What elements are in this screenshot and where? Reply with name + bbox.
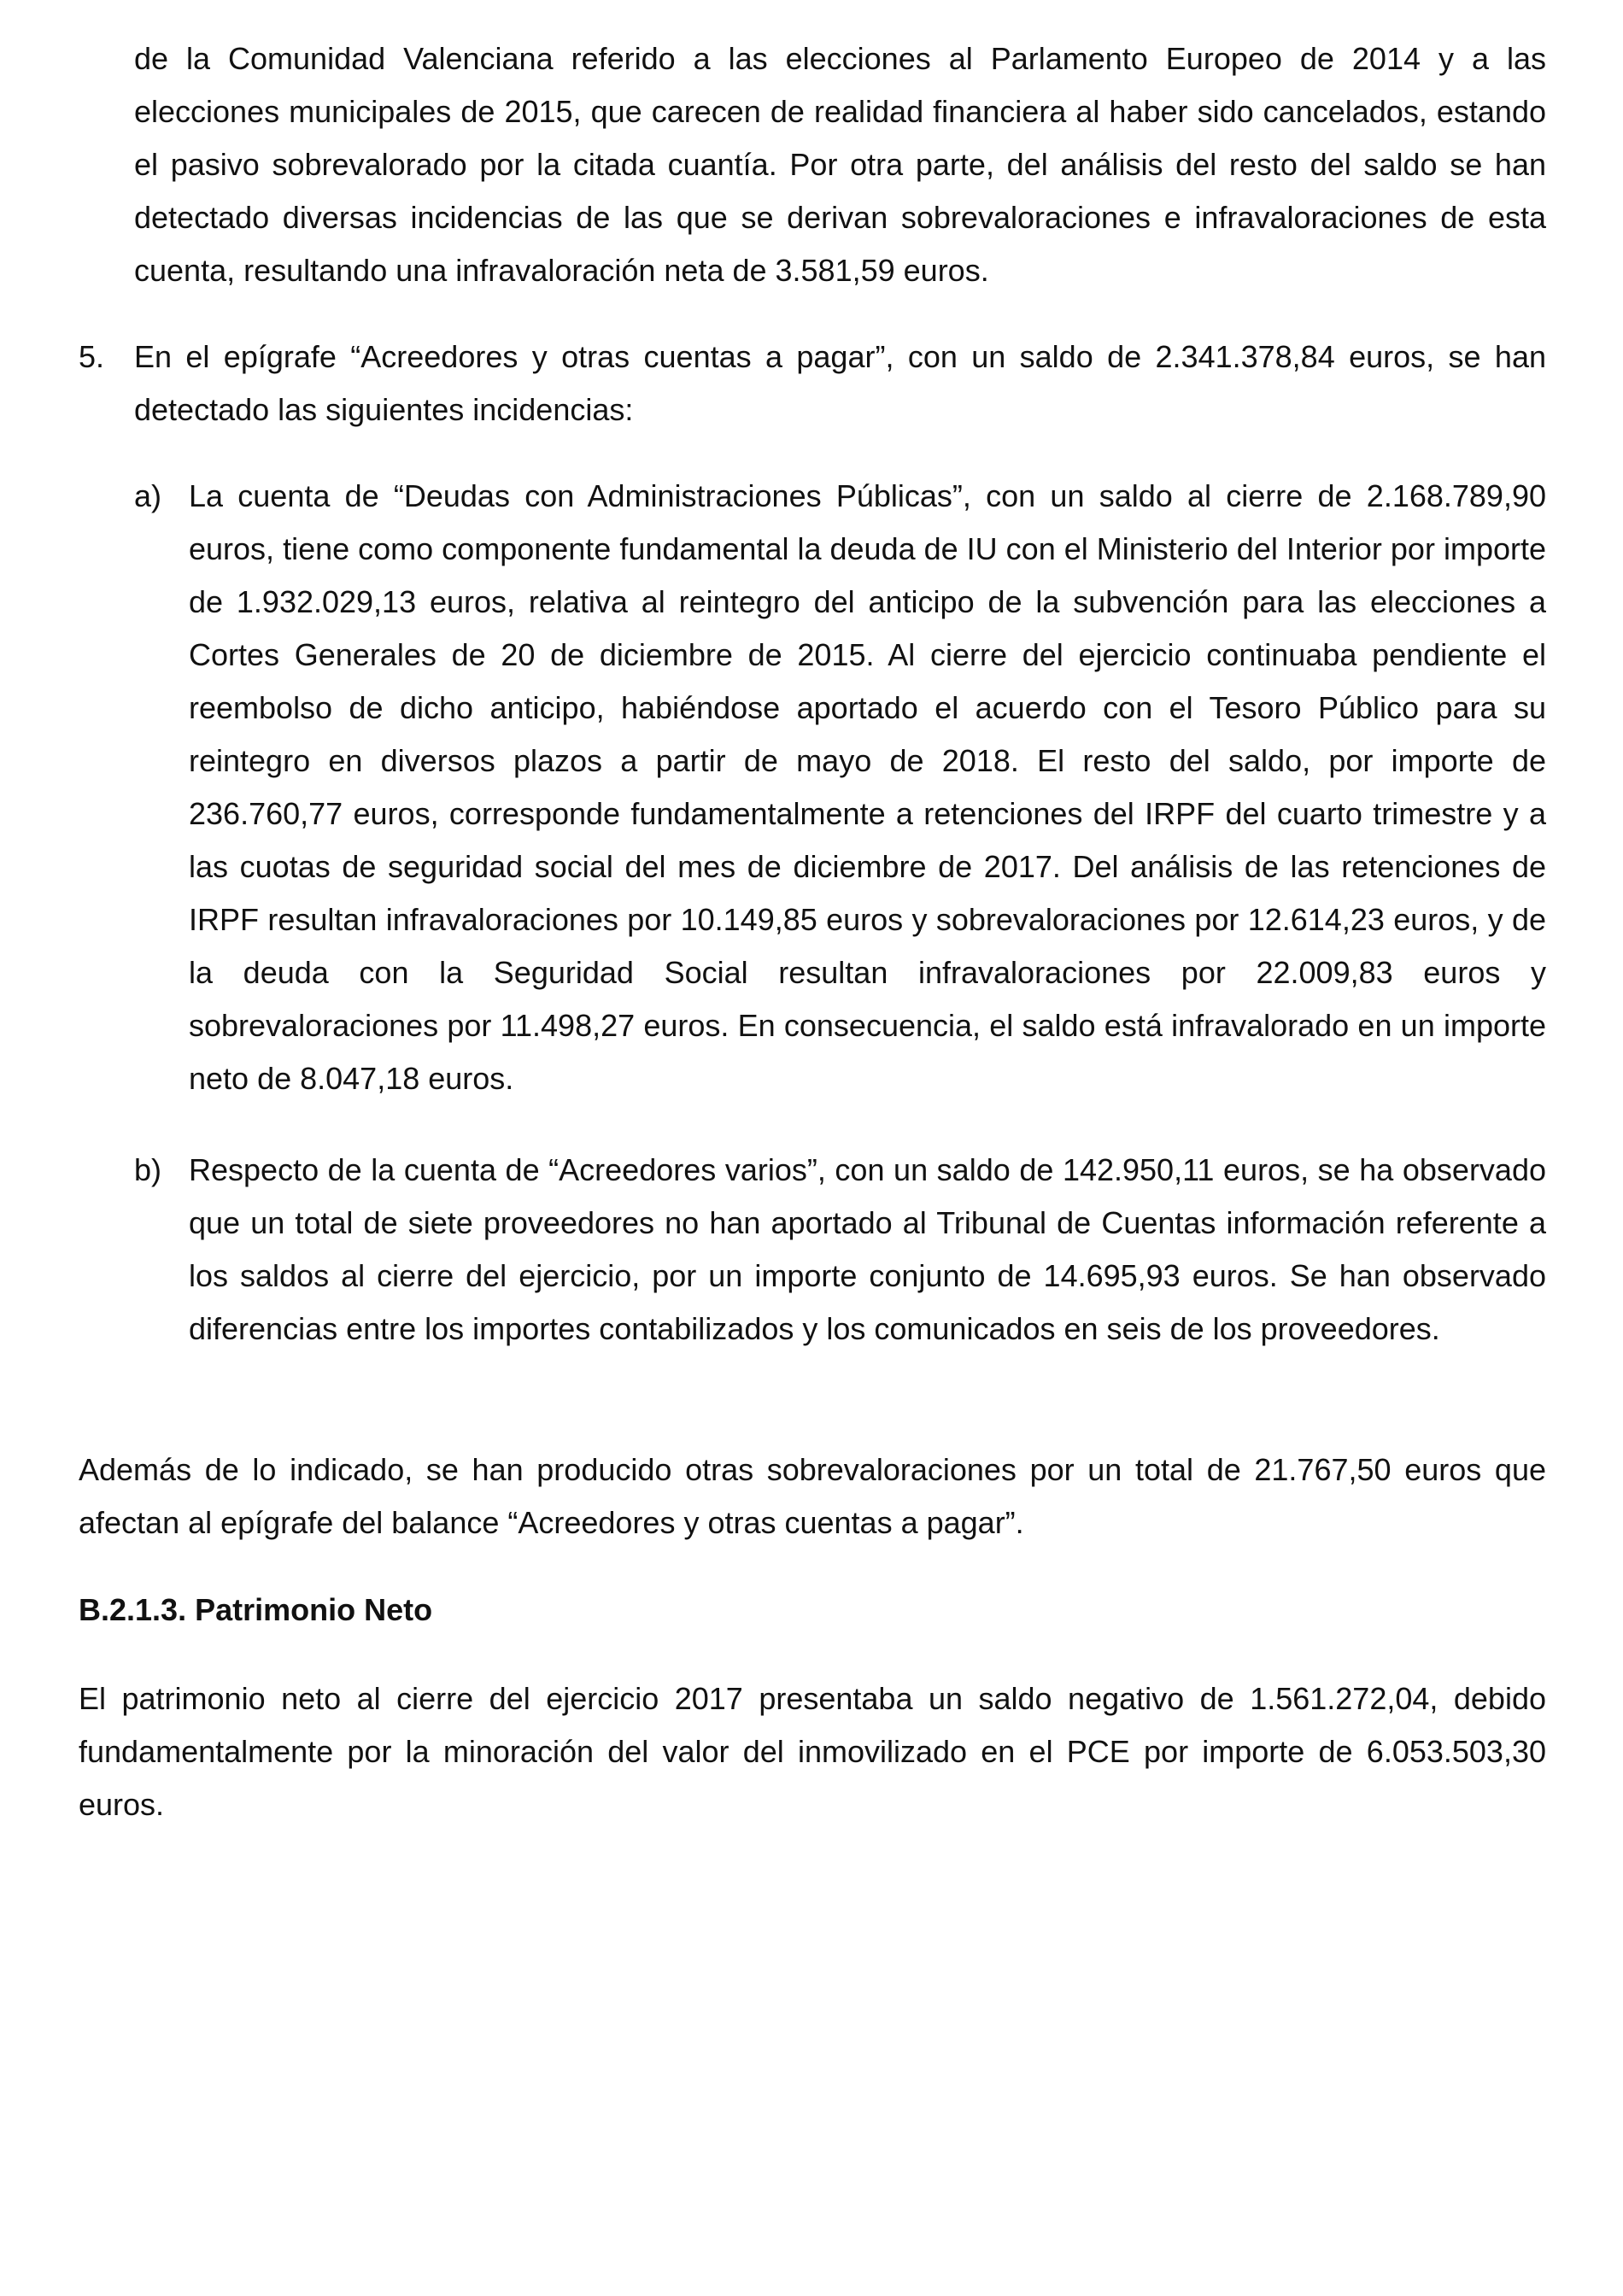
sub-item-b-label: b)	[134, 1152, 162, 1187]
sub-item-b-text: Respecto de la cuenta de “Acreedores varios”, con un saldo de 142.950,11 euros, se ha observado que un total de siete proveedores no han aportado al Tribunal de Cuentas información referente a los saldos al cierre del ejercicio, por un importe conjunto de 14.695,93 euros. Se han observado diferencias entre los importes contabilizados y los comunicados en seis de los proveedores.	[189, 1152, 1546, 1346]
sub-item-a-text: La cuenta de “Deudas con Administraciones Públicas”, con un saldo al cierre de 2.168.789,90 euros, tiene como componente fundamental la deuda de IU con el Ministerio del Interior por importe de 1.932.029,13 euros, relativa al reintegro del anticipo de la subvención para las elecciones a Cortes Generales de 20 de diciembre de 2015. Al cierre del ejercicio continuaba pendiente el reembolso de dicho anticipo, habiéndose aportado el acuerdo con el Tesoro Público para su reintegro en diversos plazos a partir de mayo de 2018. El resto del saldo, por importe de 236.760,77 euros, corresponde fundamentalmente a retenciones del IRPF del cuarto trimestre y a las cuotas de seguridad social del mes de diciembre de 2017. Del análisis de las retenciones de IRPF resultan infravaloraciones por 10.149,85 euros y sobrevaloraciones por 12.614,23 euros, y de la deuda con la Seguridad Social resultan infravaloraciones por 22.009,83 euros y sobrevaloraciones por 11.498,27 euros. En consecuencia, el saldo está infravalorado en un importe neto de 8.047,18 euros.	[189, 478, 1546, 1096]
sub-item-a-label: a)	[134, 478, 162, 513]
additional-overvaluations-paragraph: Además de lo indicado, se han producido otras sobrevaloraciones por un total de 21.767,50 euros que afectan al epígrafe del balance “Acreedores y otras cuentas a pagar”.	[79, 1452, 1546, 1540]
list-item-5-text: En el epígrafe “Acreedores y otras cuentas a pagar”, con un saldo de 2.341.378,84 euros, se han detectado las siguientes incidencias:	[134, 339, 1546, 427]
continuation-paragraph: de la Comunidad Valenciana referido a las elecciones al Parlamento Europeo de 2014 y a las elecciones municipales de 2015, que carecen de realidad financiera al haber sido cancelados, estando el pasivo sobrevalorado por la citada cuantía. Por otra parte, del análisis del resto del saldo se han detectado diversas incidencias de las que se derivan sobrevaloraciones e infravaloraciones de esta cuenta, resultando una infravaloración neta de 3.581,59 euros.	[134, 41, 1546, 288]
patrimonio-neto-paragraph: El patrimonio neto al cierre del ejercicio 2017 presentaba un saldo negativo de 1.561.272,04, debido fundamentalmente por la minoración del valor del inmovilizado en el PCE por importe de 6.053.503,30 euros.	[79, 1681, 1546, 1822]
list-number-5: 5.	[79, 339, 105, 374]
section-heading-patrimonio-neto: B.2.1.3. Patrimonio Neto	[79, 1592, 433, 1627]
